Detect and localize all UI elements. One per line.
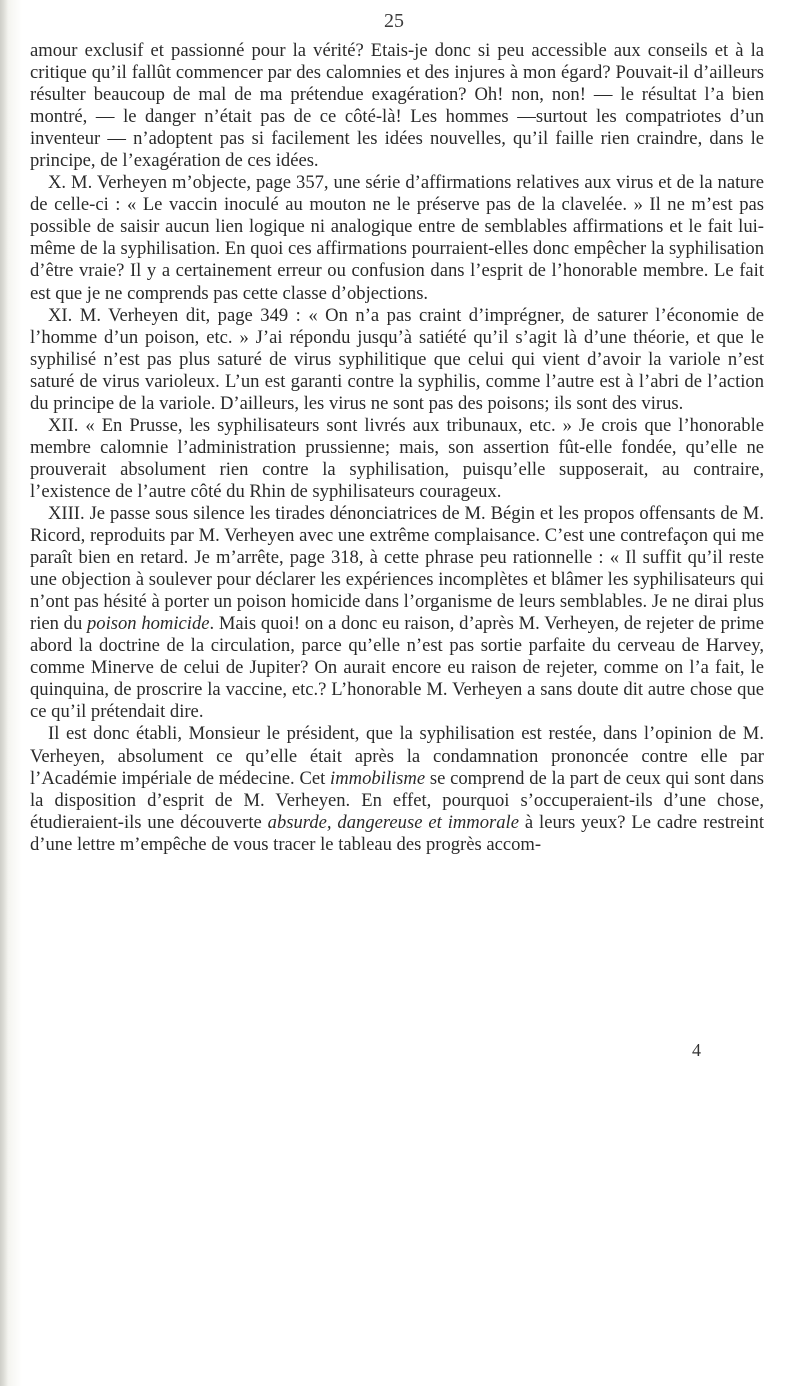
page-number: 25 <box>384 10 404 32</box>
text-run: à leurs yeux? Le cadre restreint d’une lettre m’empêche de vous tracer le tableau des progrès accom- <box>30 811 764 855</box>
paragraph-conclusion <box>30 723 764 855</box>
text-run: XII. « En Prusse, les syphilisateurs sont livrés aux tribunaux, etc. » Je crois que l’honorable membre calomnie l’administration prussienne; mais, son assertion fût-elle fondée, qu’elle ne prouverait absolument rien contre la syphilisation, puisqu’elle supposerait, au contraire, l’existence de l’autre côté du Rhin de syphilisateurs courageux. <box>30 414 764 502</box>
italic-text-run: immobilisme <box>330 767 426 789</box>
text-run: amour exclusif et passionné pour la vérité? Etais-je donc si peu accessible aux conseils et à la critique qu’il fallût commencer par des calomnies et des injures à mon égard? Pouvait-il d’ailleurs résulter beaucoup de mal de ma prétendue exagération? Oh! non, non! — le résultat l’a bien montré, — le danger n’était pas de ce côté-là! Les hommes —surtout les compatriotes d’un inventeur — n’adoptent pas si facilement les idées nouvelles, qu’il faille rien craindre, dans le principe, de l’exagération de ces idées. <box>30 40 764 172</box>
paragraph-xii <box>30 415 764 503</box>
text-run: XI. M. Verheyen dit, page 349 : « On n’a pas craint d’imprégner, de saturer l’économie de l’homme d’un poison, etc. » J’ai répondu jusqu’à satiété qu’il s’agit là d’une théorie, et que le syphilisé n’est pas plus saturé de virus syphilitique que celui qui vient d’avoir la variole n’est saturé de virus varioleux. L’un est garanti contre la syphilis, comme l’autre est à l’abri de l’action du principe de la variole. D’ailleurs, les virus ne sont pas des poisons; ils sont des virus. <box>30 304 764 414</box>
page-edge-shadow <box>0 0 8 1386</box>
body-text <box>30 40 764 856</box>
paragraph-xi <box>30 305 764 415</box>
paragraph-xiii <box>30 503 764 723</box>
italic-text-run: poison homicide <box>87 613 210 635</box>
signature-mark: 4 <box>692 1040 701 1060</box>
text-run: Il est donc établi, Monsieur le président, que la syphilisation est restée, dans l’opinion de M. Verheyen, absolument ce qu’elle était après la condamnation prononcée contre elle par l’Académie impériale de médecine. Cet <box>30 723 764 789</box>
italic-text-run: absurde, dangereuse et immorale <box>267 811 519 833</box>
text-run: XIII. Je passe sous silence les tirades dénonciatrices de M. Bégin et les propos offensants de M. Ricord, reproduits par M. Verheyen avec une extrême complaisance. C’est une contrefaçon qui me paraît bien en retard. Je m’arrête, page 318, à cette phrase peu rationnelle : « Il suffit qu’il reste une objection à soulever pour déclarer les expériences incomplètes et blâmer les syphilisateurs qui n’ont pas hésité à porter un poison homicide dans l’organisme de leurs semblables. Je ne dirai plus rien du <box>30 502 764 635</box>
paragraph-x <box>30 172 764 304</box>
paragraph-intro <box>30 40 764 172</box>
text-run: . Mais quoi! on a donc eu raison, d’après M. Verheyen, de rejeter de prime abord la doctrine de la circulation, parce qu’elle n’est pas sortie parfaite du cerveau de Harvey, comme Minerve de celui de Jupiter? On aurait encore eu raison de rejeter, comme on l’a fait, le quinquina, de proscrire la vaccine, etc.? L’honorable M. Verheyen a sans doute dit autre chose que ce qu’il prétendait dire. <box>30 613 764 723</box>
text-run: X. M. Verheyen m’objecte, page 357, une série d’affirmations relatives aux virus et de la nature de celle-ci : « Le vaccin inoculé au mouton ne le préserve pas de la clavelée. » Il ne m’est pas possible de saisir aucun lien logique ni analogique entre de semblables affirmations et le fait lui-même de la syphilisation. En quoi ces affirmations pourraient-elles donc empêcher la syphilisation d’être vraie? Il y a certainement erreur ou confusion dans l’esprit de l’honorable membre. Le fait est que je ne comprends pas cette classe d’objections. <box>30 172 764 304</box>
text-run: se comprend de la part de ceux qui sont dans la disposition d’esprit de M. Verheyen. En effet, pourquoi s’occuperaient-ils d’une chose, étudieraient-ils une découverte <box>30 767 764 833</box>
